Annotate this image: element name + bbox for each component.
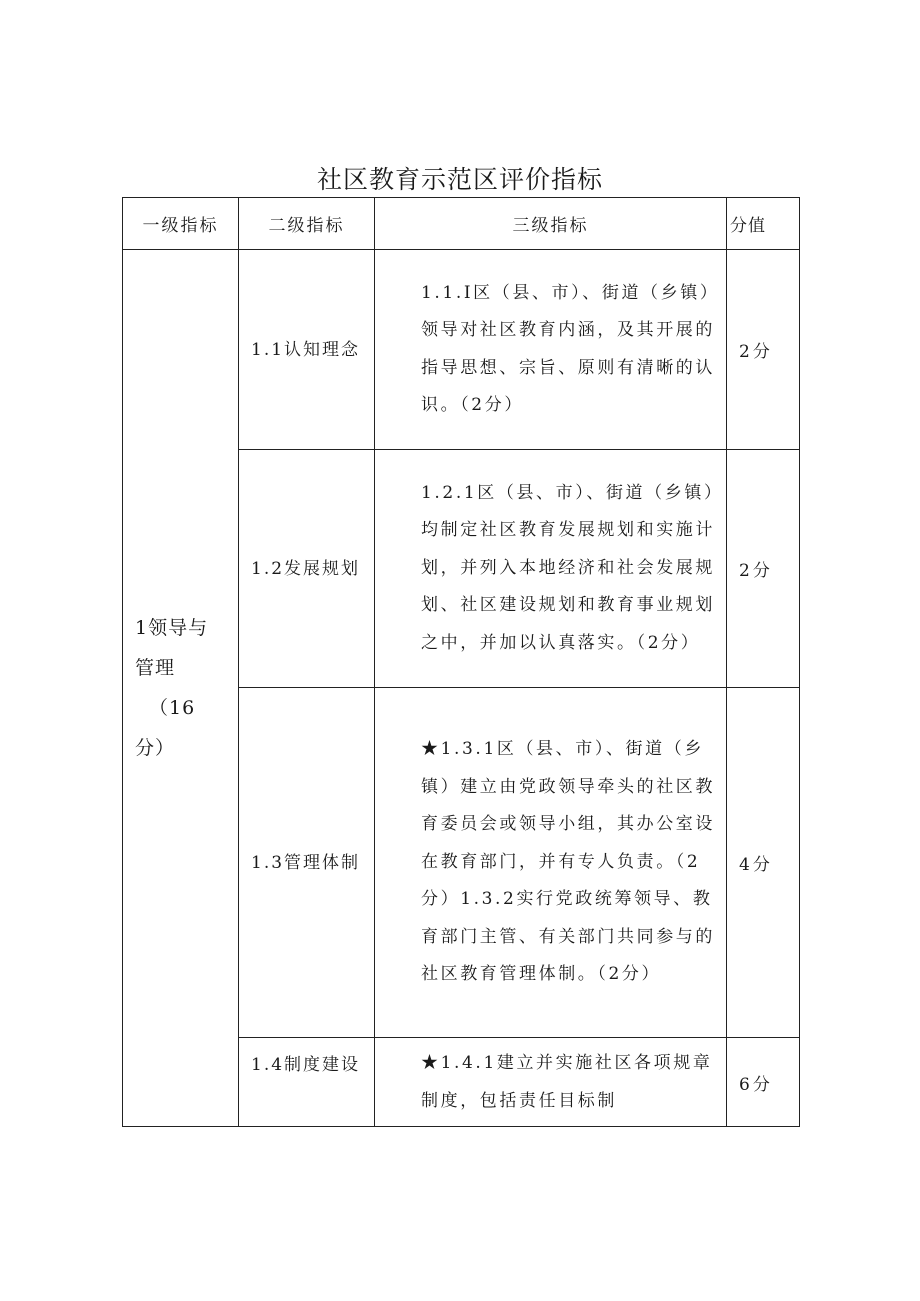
score-cell: 2分: [727, 450, 800, 688]
score-cell: 4分: [727, 688, 800, 1038]
level3-cell: ★1.3.1区（县、市）、街道（乡镇）建立由党政领导牵头的社区教育委员会或领导小组，其办公室设在教育部门，并有专人负责。（2分）1.3.2实行党政统筹领导、教育部门主管、有关部门共同参与的社区教育管理体制。（2分）: [375, 688, 727, 1038]
level2-cell: 1.2发展规划: [239, 450, 375, 688]
level3-cell: ★1.4.1建立并实施社区各项规章制度，包括责任目标制: [375, 1038, 727, 1127]
level2-cell: 1.4制度建设: [239, 1038, 375, 1127]
header-level2: 二级指标: [239, 198, 375, 250]
table-row: [123, 250, 800, 450]
level2-cell: 1.1认知理念: [239, 250, 375, 450]
header-score: 分值: [727, 198, 800, 250]
level1-line: 分）: [135, 737, 176, 759]
level1-line: （16: [149, 697, 196, 719]
page-title: 社区教育示范区评价指标: [316, 165, 603, 194]
level1-line: 管理: [135, 657, 176, 679]
score-cell: 2分: [727, 250, 800, 450]
header-level1: 一级指标: [123, 198, 239, 250]
level3-cell: 1.2.1区（县、市）、街道（乡镇）均制定社区教育发展规划和实施计划，并列入本地经济和社会发展规划、社区建设规划和教育事业规划之中，并加以认真落实。（2分）: [375, 450, 727, 688]
level1-line: 1领导与: [135, 617, 209, 639]
level1-cell: [123, 250, 239, 1127]
level3-cell: 1.1.I区（县、市）、街道（乡镇）领导对社区教育内涵，及其开展的指导思想、宗旨、原则有清晰的认识。（2分）: [375, 250, 727, 450]
score-cell: 6分: [727, 1038, 800, 1127]
level2-cell: 1.3管理体制: [239, 688, 375, 1038]
evaluation-table: [122, 197, 800, 1127]
header-level3: 三级指标: [375, 198, 727, 250]
table-header-row: [123, 198, 800, 250]
